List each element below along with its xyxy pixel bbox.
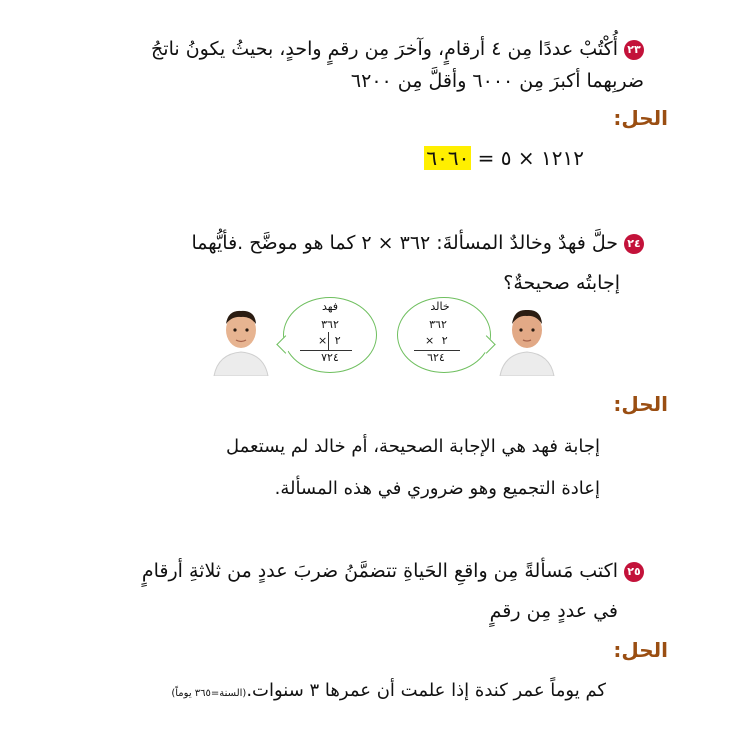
fahd-multiplier: ٢ (334, 334, 341, 347)
q24-answer-line2: إعادة التجميع وهو ضروري في هذه المسألة. (274, 478, 600, 499)
q25-text1: اكتب مَسألةً مِن واقعِ الحَياةِ تتضمَّنُ ضربَ عددٍ من ثلاثةِ أرقامٍ (141, 560, 618, 582)
q23-text1: أُكْتُبْ عددًا مِن ٤ أرقامٍ، وآخرَ مِن رقمٍ واحدٍ، بحيثُ يكونُ ناتجُ (151, 38, 618, 60)
q23-number-badge: ٢٣ (624, 40, 644, 60)
fahd-name: فهد (321, 300, 339, 313)
q25-line1 (142, 556, 644, 586)
q25-number-badge: ٢٥ (624, 562, 644, 582)
khalid-multiplier-row (425, 334, 448, 347)
khalid-multiplier: ٢ (441, 334, 448, 347)
q25-line2: في عددٍ مِن رقمٍ (489, 600, 618, 622)
fahd-multiply-sign: × (318, 334, 328, 347)
q24-text1: حلَّ فهدٌ وخالدٌ المسألةَ: ٣٦٢ × ٢ كما هو موضَّح .فأيُّهما (191, 232, 618, 254)
khalid-photo (498, 302, 556, 376)
fahd-result: ٧٢٤ (321, 351, 339, 364)
fahd-photo (212, 302, 270, 376)
q25-solution-label: الحل: (613, 638, 668, 662)
khalid-result: ٦٢٤ (427, 351, 445, 364)
q23-line2: ضربِهما أكبرَ مِن ٦٠٠٠ وأقلَّ مِن ٦٢٠٠ (350, 70, 644, 92)
q25-answer-text: كم يوماً عمر كندة إذا علمت أن عمرها ٣ سنوات. (246, 680, 606, 701)
q23-answer-result: ٦٠٦٠ (426, 146, 470, 170)
q23-solution-label: الحل: (613, 106, 668, 130)
q24-answer-line1: إجابة فهد هي الإجابة الصحيحة، أم خالد لم يستعمل (225, 436, 600, 457)
q24-number-badge: ٢٤ (624, 234, 644, 254)
khalid-multiply-sign: × (425, 334, 435, 347)
fahd-multiplicand: ٣٦٢ (321, 318, 339, 331)
khalid-name: خالد (430, 300, 450, 313)
fahd-vertical-line (328, 332, 329, 350)
q25-answer-note: (السنة=٣٦٥ يوماً) (171, 688, 247, 699)
q24-line2: إجابتُه صحيحةٌ؟ (503, 272, 620, 294)
q23-answer-expression: ١٢١٢ × ٥ = (477, 146, 584, 170)
q24-line1 (191, 228, 644, 258)
q23-line1 (151, 34, 644, 64)
khalid-multiplicand: ٣٦٢ (429, 318, 447, 331)
fahd-multiplier-row (318, 334, 341, 347)
q25-answer (171, 680, 606, 701)
q23-answer (424, 146, 584, 170)
q24-solution-label: الحل: (613, 392, 668, 416)
